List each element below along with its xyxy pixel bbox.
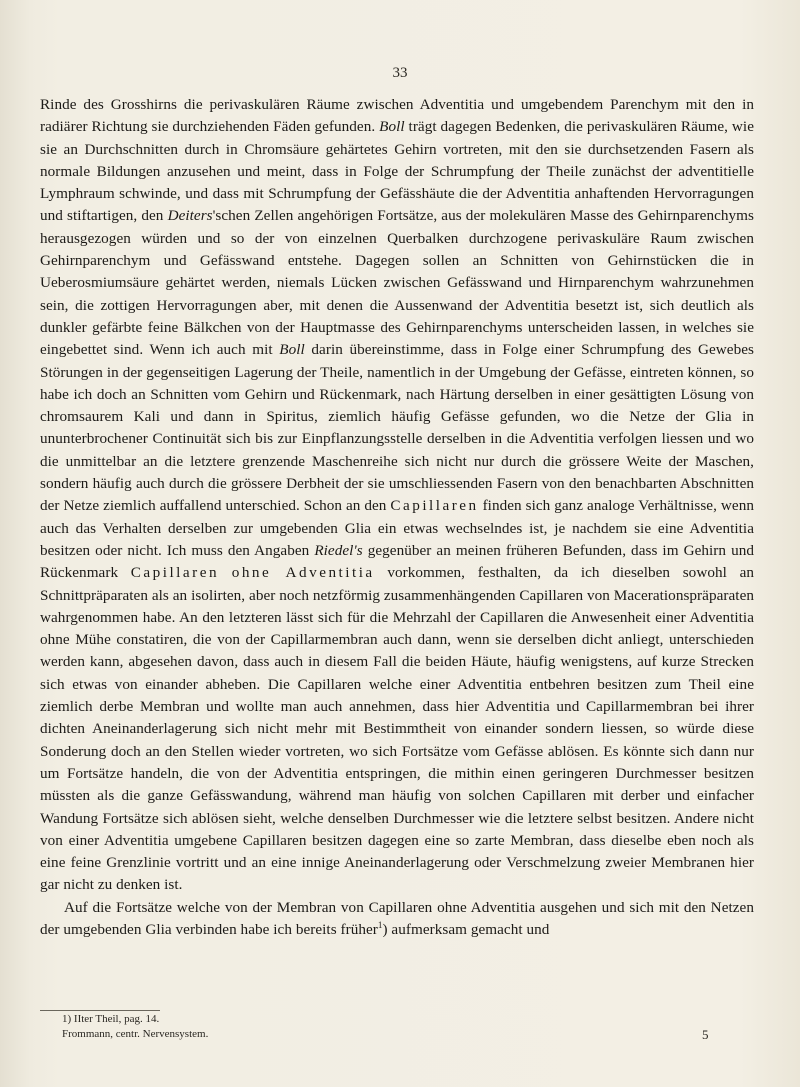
emphasized-term: Capillaren	[390, 497, 479, 515]
author-name: Riedel's	[314, 541, 363, 559]
paragraph	[40, 897, 754, 942]
text-run: 'schen Zellen angehörigen Fortsätze, aus der molekulären Masse des Gehirnparenchyms herausgezogen würden und so der von einzelnen Querbalken durchzogene perivaskuläre Raum zwischen Gehirnparenchym und Gefässwand entstehe. Dagegen sollen an Schnitten von Gehirnstücken die in Ueberosmiumsäure gehärtet werden, niemals Lücken zwischen Gefässwand und Hirnparenchym wahrzunehmen sein, die zottigen Hervorragungen aber, mit denen die Aussenwand der Adventitia besetzt ist, sich deutlich als dunkler gefärbte feine Bälkchen von der Hauptmasse des Gehirnparenchyms unterscheiden lassen, in welches sie eingebettet sind. Wenn ich auch mit	[40, 207, 755, 359]
text-run: darin übereinstimme, dass in Folge einer Schrumpfung des Gewebes Störungen in der gegenseitigen Lagerung der Theile, namentlich in der Umgebung der Gefässe, eintreten können, so habe ich doch an Schnitten vom Gehirn und Rückenmark, nach Härtung derselben in einer gesättigten Lösung von chromsaurem Kali und dann in Spiritus, ziemlich häufig Gefässe gefunden, wo die Netze der Glia in ununterbrochener Continuität sich bis zur Einpflanzungsstelle derselben in die Adventitia verfolgen liessen und wo die unmittelbar an die letztere grenzende Maschenreihe sich nicht nur durch die grössere Weite der Maschen, sondern häufig auch durch die grössere Derbheit der sie umschliessenden Fasern von den benachbarten Abschnitten der Netze ziemlich auffallend unterschied. Schon an den	[40, 341, 754, 515]
emphasized-term: ohne Adventitia	[231, 564, 375, 582]
author-name: Boll	[379, 118, 405, 136]
text-run: Rinde des Grosshirns die perivaskulären Räume zwischen Adventitia und umgebendem Parenchym mit den in radiärer Richtung sie durchziehenden Fäden gefunden.	[40, 96, 754, 136]
footnote-text: Frommann, centr. Nervensystem.	[62, 1028, 209, 1040]
footnote-rule	[40, 1010, 160, 1011]
paragraph	[40, 94, 754, 897]
text-run: ) aufmerksam gemacht und	[382, 920, 550, 938]
emphasized-term: Capillaren	[130, 564, 220, 582]
text-run: Auf die Fortsätze welche von der Membran von Capillaren ohne Adventitia ausgehen und sich mit den Netzen der umgebenden Glia verbinden habe ich bereits früher	[40, 898, 754, 938]
footnote	[62, 1027, 712, 1042]
footnote-reference: 1	[377, 919, 383, 930]
body-text	[40, 94, 754, 941]
page-number: 33	[392, 65, 408, 81]
text-run: vorkommen, festhalten, da ich dieselben sowohl an Schnittpräparaten als an isolirten, aber noch netzförmig zusammenhängenden Capillaren von Macerationspräparaten wahrgenommen habe. An den letzteren lässt sich für die Mehrzahl der Capillaren die Anwesenheit einer Adventitia ohne Mühe constatiren, die von der Capillarmembran auch dann, wenn sie derselben dicht anliegt, unterschieden werden kann, abgesehen davon, dass auch in diesem Fall die beiden Häute, häufig wenigstens, auf kurze Strecken sich etwas von einander abheben. Die Capillaren welche einer Adventitia entbehren besitzen zum Theil eine ziemlich derbe Membran und wollte man auch annehmen, dass hier Adventitia und Capillarmembran bei ihrer dichten Aneinanderlagerung sich nicht mehr mit Bestimmtheit von einander sondern liessen, so würde diese Sonderung doch an den Stellen wieder vortreten, wo sich Fortsätze vom Gefässe ablösen. Es könnte sich dann nur um Fortsätze handeln, die von der Adventitia entspringen, die mithin einen geringeren Durchmesser besitzen müssten als die ganze Gefässwandung, während man häufig von solchen Capillaren mit derber und einfacher Wandung Fortsätze sich ablösen sieht, welche denselben Durchmesser wie die letztere selbst besitzen. Andere nicht von einer Adventitia umgebene Capillaren besitzen dagegen eine so zarte Membran, dass dieselbe eben noch als eine feine Grenzlinie vortritt und an eine innige Aneinanderlagerung oder Verschmelzung zweier Membranen hier gar nicht zu denken ist.	[40, 564, 755, 894]
footnote-text: IIter Theil, pag. 14.	[71, 1013, 160, 1025]
footnotes	[62, 1012, 712, 1042]
footnote	[62, 1012, 712, 1027]
text-run	[219, 564, 232, 581]
text-run: trägt dagegen Bedenken, die perivaskulären Räume, wie sie an Durchschnitten durch in Chromsäure gehärtetes Gehirn vortreten, mit den sie durchsetzenden Fasern als normale Bildungen anzusehen und meint, dass in Folge der Schrumpfung der Theile zunächst der adventitielle Lymphraum schwinde, und dass mit Schrumpfung der Gefässhäute die der Adventitia anhaftenden Hervorragungen und stiftartigen, den	[40, 118, 754, 225]
author-name: Deiters	[167, 207, 213, 225]
text-run: gegenüber an meinen früheren Befunden, dass im Gehirn und Rückenmark	[40, 541, 755, 582]
author-name: Boll	[279, 341, 305, 359]
text-run: finden sich ganz analoge Verhältnisse, wenn auch das Verhalten derselben zur umgebenden Glia ein etwas wechselndes ist, je nachdem sie eine Adventitia besitzen oder nicht. Ich muss den Angaben	[40, 497, 754, 559]
footnote-marker: 1)	[62, 1013, 72, 1025]
signature-mark: 5	[702, 1027, 709, 1042]
